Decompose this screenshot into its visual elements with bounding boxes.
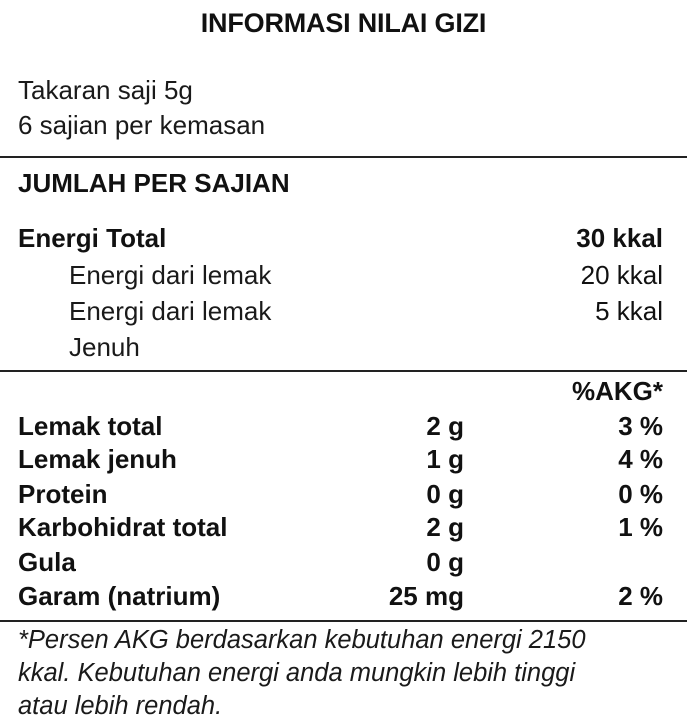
energy-satfat-label: Energi dari lemak <box>69 296 272 326</box>
nutrient-row <box>0 510 687 544</box>
nutrient-amount: 1 g <box>426 444 464 474</box>
footnote <box>18 624 678 723</box>
nutrient-name: Protein <box>18 479 108 509</box>
nutrient-akg-percent: 1 % <box>618 512 663 542</box>
footnote-line: kkal. Kebutuhan energi anda mungkin lebih tinggi <box>18 659 576 687</box>
energy-fat-value: 20 kkal <box>580 260 663 290</box>
nutrient-row <box>0 409 687 443</box>
nutrient-akg-percent: 0 % <box>618 479 663 509</box>
akg-percent-header: %AKG* <box>571 376 663 406</box>
nutrient-akg-percent: 3 % <box>618 411 663 441</box>
energy-total-value: 30 kkal <box>576 223 663 253</box>
nutrient-row <box>0 545 687 579</box>
energy-total-label: Energi Total <box>18 223 167 253</box>
energy-fat-label: Energi dari lemak <box>69 260 272 290</box>
serving-size: Takaran saji 5g <box>18 75 193 105</box>
energy-fat-row <box>0 258 687 292</box>
nutrient-row <box>0 579 687 613</box>
energy-satfat-row-cont <box>0 330 687 364</box>
nutrient-amount: 0 g <box>426 479 464 509</box>
nutrient-amount: 2 g <box>426 411 464 441</box>
nutrient-akg-percent: 2 % <box>618 581 663 611</box>
nutrient-row <box>0 442 687 476</box>
footnote-line: *Persen AKG berdasarkan kebutuhan energi 2150 <box>18 626 586 654</box>
amount-per-serving-heading: JUMLAH PER SAJIAN <box>18 168 290 198</box>
energy-total-row <box>0 221 687 255</box>
nutrient-amount: 2 g <box>426 512 464 542</box>
servings-per-pack: 6 sajian per kemasan <box>18 110 266 140</box>
divider-bottom <box>0 620 687 622</box>
nutrient-name: Lemak jenuh <box>18 444 177 474</box>
label-title: INFORMASI NILAI GIZI <box>200 8 487 38</box>
nutrient-akg-percent: 4 % <box>618 444 663 474</box>
nutrient-amount: 25 mg <box>388 581 464 611</box>
nutrient-name: Garam (natrium) <box>18 581 221 611</box>
nutrient-name: Karbohidrat total <box>18 512 228 542</box>
nutrient-name: Lemak total <box>18 411 163 441</box>
energy-satfat-label-2: Jenuh <box>69 332 140 362</box>
divider-top <box>0 156 687 158</box>
nutrient-name: Gula <box>18 547 76 577</box>
divider-middle <box>0 370 687 372</box>
nutrient-row <box>0 477 687 511</box>
footnote-line: atau lebih rendah. <box>18 692 223 720</box>
energy-satfat-value: 5 kkal <box>595 296 663 326</box>
energy-satfat-row <box>0 294 687 328</box>
nutrient-amount: 0 g <box>426 547 464 577</box>
